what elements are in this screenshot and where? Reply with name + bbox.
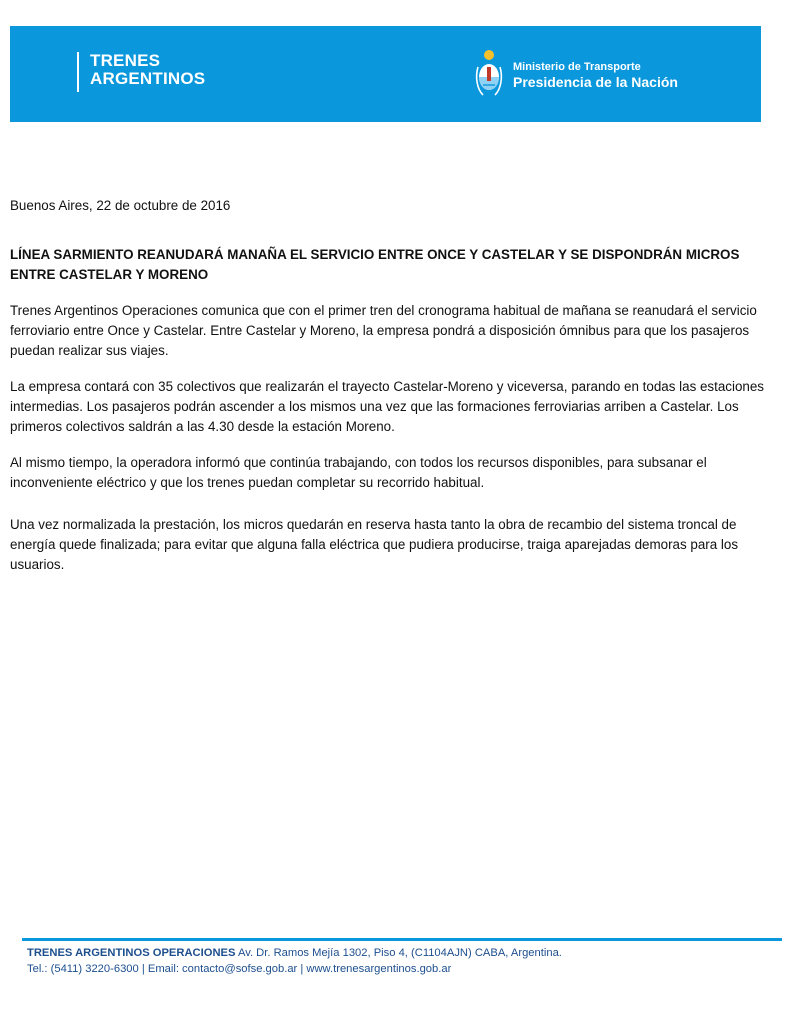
footer-divider bbox=[22, 938, 782, 941]
footer-address: Av. Dr. Ramos Mejía 1302, Piso 4, (C1104AJN) CABA, Argentina. bbox=[235, 947, 562, 959]
footer-address-row bbox=[27, 945, 767, 961]
footer-contact: Tel.: (5411) 3220-6300 | Email: contacto@sofse.gob.ar | www.trenesargentinos.gob.ar bbox=[27, 963, 452, 975]
press-release-body bbox=[10, 196, 765, 591]
brand-line-1: TRENES bbox=[90, 51, 161, 70]
brand-line-2: ARGENTINOS bbox=[90, 69, 206, 88]
presidency-name: Presidencia de la Nación bbox=[513, 74, 678, 90]
paragraph-3: Al mismo tiempo, la operadora informó que continúa trabajando, con todos los recursos disponibles, para subsanar el inconveniente eléctrico y que los trenes puedan completar su recorrido habitual. bbox=[10, 455, 707, 490]
ministry-text bbox=[513, 61, 678, 90]
footer bbox=[27, 945, 767, 977]
argentina-coat-of-arms-icon bbox=[473, 47, 505, 99]
trenes-argentinos-logo bbox=[77, 52, 205, 92]
paragraph-2: La empresa contará con 35 colectivos que realizarán el trayecto Castelar-Moreno y viceversa, parando en todas las estaciones intermedias. Los pasajeros podrán ascender a los mismos una vez que las formaciones ferroviarias arriben a Castelar. Los primeros colectivos saldrán a las 4.30 desde la estación Moreno. bbox=[10, 379, 765, 434]
paragraph-4: Una vez normalizada la prestación, los micros quedarán en reserva hasta tanto la obra de recambio del sistema troncal de energía quede finalizada; para evitar que alguna falla eléctrica que pudiera producirse, traiga aparejadas demoras para los usuarios. bbox=[10, 517, 739, 572]
document-title: LÍNEA SARMIENTO REANUDARÁ MANAÑA EL SERVICIO ENTRE ONCE Y CASTELAR Y SE DISPONDRÁN MICROS ENTRE CASTELAR Y MORENO bbox=[10, 247, 740, 282]
paragraph-1: Trenes Argentinos Operaciones comunica que con el primer tren del cronograma habitual de mañana se reanudará el servicio ferroviario entre Once y Castelar. Entre Castelar y Moreno, la empresa pondrá a disposición ómnibus para que los pasajeros puedan realizar sus viajes. bbox=[10, 303, 757, 358]
footer-org: TRENES ARGENTINOS OPERACIONES bbox=[27, 947, 236, 959]
document-date: Buenos Aires, 22 de octubre de 2016 bbox=[10, 198, 231, 213]
header-band bbox=[10, 26, 761, 122]
ministry-name: Ministerio de Transporte bbox=[513, 61, 641, 73]
